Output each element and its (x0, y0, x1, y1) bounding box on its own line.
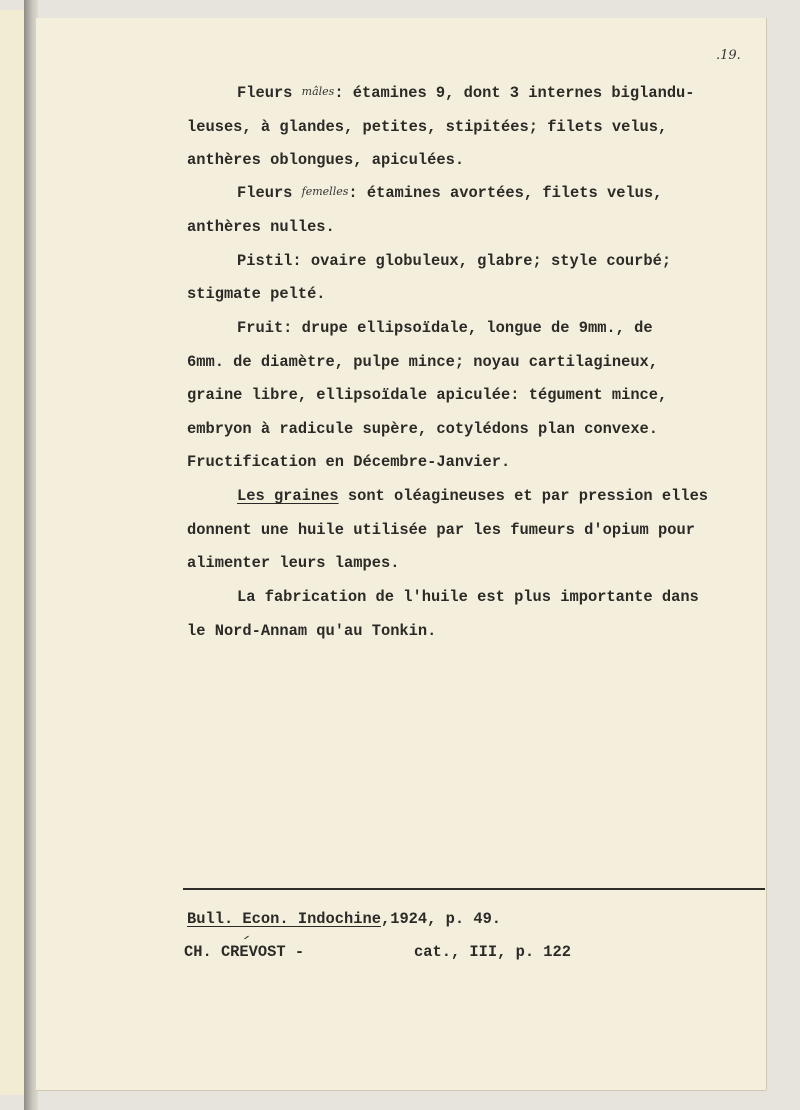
p6-line-1: La fabrication de l'huile est plus importante dans (237, 588, 699, 606)
reference-2-citation: cat., III, p. 122 (414, 943, 572, 961)
p6-line-2: le Nord-Annam qu'au Tonkin. (187, 622, 437, 640)
p3-line-1: Pistil: ovaire globuleux, glabre; style courbé; (237, 252, 672, 270)
p5-line-1-end: sont oléagineuses et par pression elles (338, 487, 709, 505)
p3-line-2: stigmate pelté. (187, 285, 326, 303)
p1-line-3: anthères oblongues, apiculées. (187, 151, 465, 169)
page-number: .19. (716, 48, 741, 63)
p1-line-1-start: Fleurs (237, 84, 302, 102)
footnote-divider (183, 888, 765, 890)
handwritten-annotation-males: mâles (301, 85, 335, 98)
p2-line-2: anthères nulles. (187, 218, 335, 236)
p5-line-1 (237, 487, 708, 505)
underlined-phrase: Les graines (237, 487, 339, 505)
p4-line-1: Fruit: drupe ellipsoïdale, longue de 9mm., de (237, 319, 653, 337)
p5-line-2: donnent une huile utilisée par les fumeurs d'opium pour (187, 521, 695, 539)
p4-line-2: 6mm. de diamètre, pulpe mince; noyau cartilagineux, (187, 353, 659, 371)
reference-1-citation: ,1924, p. 49. (380, 910, 502, 928)
reference-1-journal: Bull. Econ. Indochine (187, 910, 381, 928)
handwritten-annotation-femelles: femelles (301, 185, 349, 198)
p1-line-1 (237, 84, 695, 102)
p1-line-1-end: : étamines 9, dont 3 internes biglandu- (334, 84, 695, 102)
p5-line-3: alimenter leurs lampes. (187, 554, 400, 572)
document-page (36, 18, 766, 1090)
p4-line-3: graine libre, ellipsoïdale apiculée: tégument mince, (187, 386, 668, 404)
reference-1 (187, 910, 501, 928)
p2-line-1-start: Fleurs (237, 184, 302, 202)
p2-line-1 (237, 184, 662, 202)
p4-line-4: embryon à radicule supère, cotylédons plan convexe. (187, 420, 659, 438)
facing-page-edge (0, 10, 25, 1095)
p2-line-1-end: : étamines avortées, filets velus, (348, 184, 663, 202)
reference-2-author: CH. CREVOST - (184, 943, 305, 961)
p4-line-5: Fructification en Décembre-Janvier. (187, 453, 511, 471)
p1-line-2: leuses, à glandes, petites, stipitées; filets velus, (187, 118, 668, 136)
